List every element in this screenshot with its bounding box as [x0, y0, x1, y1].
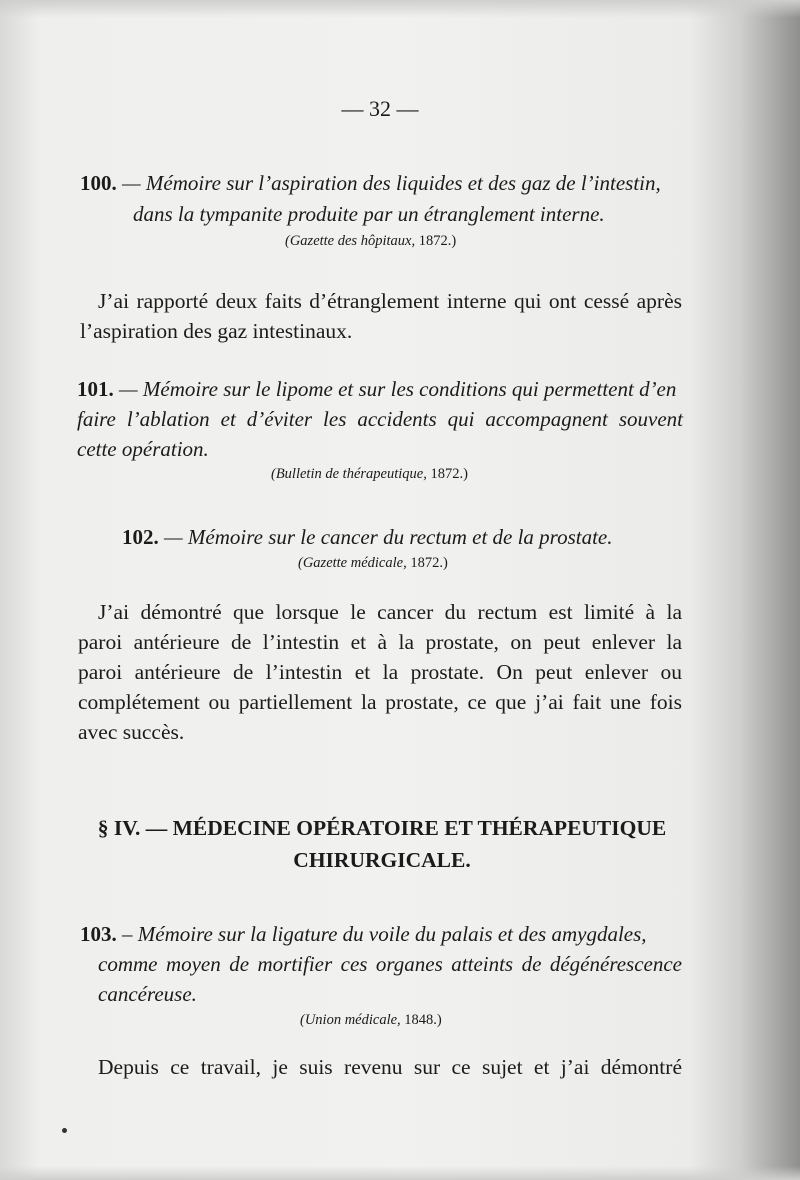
entry-103-citation-source: (Union médicale, — [300, 1012, 401, 1028]
entry-101-title-line-1 — [77, 374, 676, 405]
entry-100-citation-source: (Gazette des hôpitaux, — [285, 233, 416, 249]
entry-102-title-line-1 — [122, 522, 613, 553]
entry-102-body-line-1: J’ai démontré que lorsque le cancer du rectum est limité à la — [98, 600, 682, 624]
entry-100-title-line-2 — [133, 199, 605, 230]
entry-100-citation — [285, 233, 456, 250]
entry-103-citation-year: 1848.) — [404, 1012, 442, 1028]
entry-102-body-line-3: paroi antérieure de l’intestin et la prostate. On peut enlever ou — [78, 660, 682, 684]
entry-102-body-line-5: avec succès. — [78, 720, 185, 744]
entry-100-title-text-1: — Mémoire sur l’aspiration des liquides et des gaz de l’intestin, — [122, 171, 661, 195]
entry-103-citation — [300, 1012, 442, 1029]
entry-102-citation-year: 1872.) — [410, 555, 448, 571]
entry-102-citation — [298, 555, 448, 572]
entry-101-citation — [271, 466, 468, 483]
entry-101-citation-year: 1872.) — [430, 466, 468, 482]
section-heading-line-1: § IV. — MÉDECINE OPÉRATOIRE ET THÉRAPEUTIQUE — [97, 816, 667, 840]
entry-101-title-line-2 — [77, 404, 683, 435]
entry-102-body-line-2: paroi antérieure de l’intestin et à la prostate, on peut enlever la — [78, 630, 682, 654]
section-heading-line-2: CHIRURGICALE. — [293, 848, 471, 872]
entry-103-title-line-1 — [80, 919, 647, 950]
entry-103-body-line-1: Depuis ce travail, je suis revenu sur ce sujet et j’ai démontré — [98, 1055, 682, 1079]
entry-103-title-text-2: comme moyen de mortifier ces organes atteints de dégénérescence — [98, 952, 682, 976]
entry-102-citation-source: (Gazette médicale, — [298, 555, 407, 571]
entry-100-body-line-1: J’ai rapporté deux faits d’étranglement interne qui ont cessé après — [98, 289, 682, 313]
entry-101-citation-source: (Bulletin de thérapeutique, — [271, 466, 427, 482]
entry-103-title-line-3 — [98, 979, 197, 1010]
entry-102-title-text-1: — Mémoire sur le cancer du rectum et de la prostate. — [164, 525, 613, 549]
entry-100-title-text-2: dans la tympanite produite par un étranglement interne. — [133, 202, 605, 226]
entry-101-title-text-2: faire l’ablation et d’éviter les accidents qui accompagnent souvent — [77, 407, 683, 431]
page-number: — 32 — — [341, 96, 419, 121]
ink-speck — [62, 1128, 67, 1133]
entry-101-title-text-3: cette opération. — [77, 437, 209, 461]
entry-101-title-line-3 — [77, 434, 209, 465]
entry-100-number: 100. — [80, 171, 117, 195]
entry-101-title-text-1: — Mémoire sur le lipome et sur les conditions qui permettent d’en — [119, 377, 677, 401]
entry-102-body-line-4: complétement ou partiellement la prostate, ce que j’ai fait une fois — [78, 690, 682, 714]
entry-102-number: 102. — [122, 525, 159, 549]
entry-103-title-line-2 — [98, 949, 682, 980]
entry-103-number: 103. — [80, 922, 117, 946]
entry-100-citation-year: 1872.) — [418, 233, 457, 249]
entry-100-title-line-1 — [80, 168, 661, 199]
entry-103-title-text-3: cancéreuse. — [98, 982, 197, 1006]
entry-100-body-line-2: l’aspiration des gaz intestinaux. — [80, 319, 353, 343]
entry-101-number: 101. — [77, 377, 114, 401]
entry-103-title-text-1: – Mémoire sur la ligature du voile du palais et des amygdales, — [122, 922, 647, 946]
